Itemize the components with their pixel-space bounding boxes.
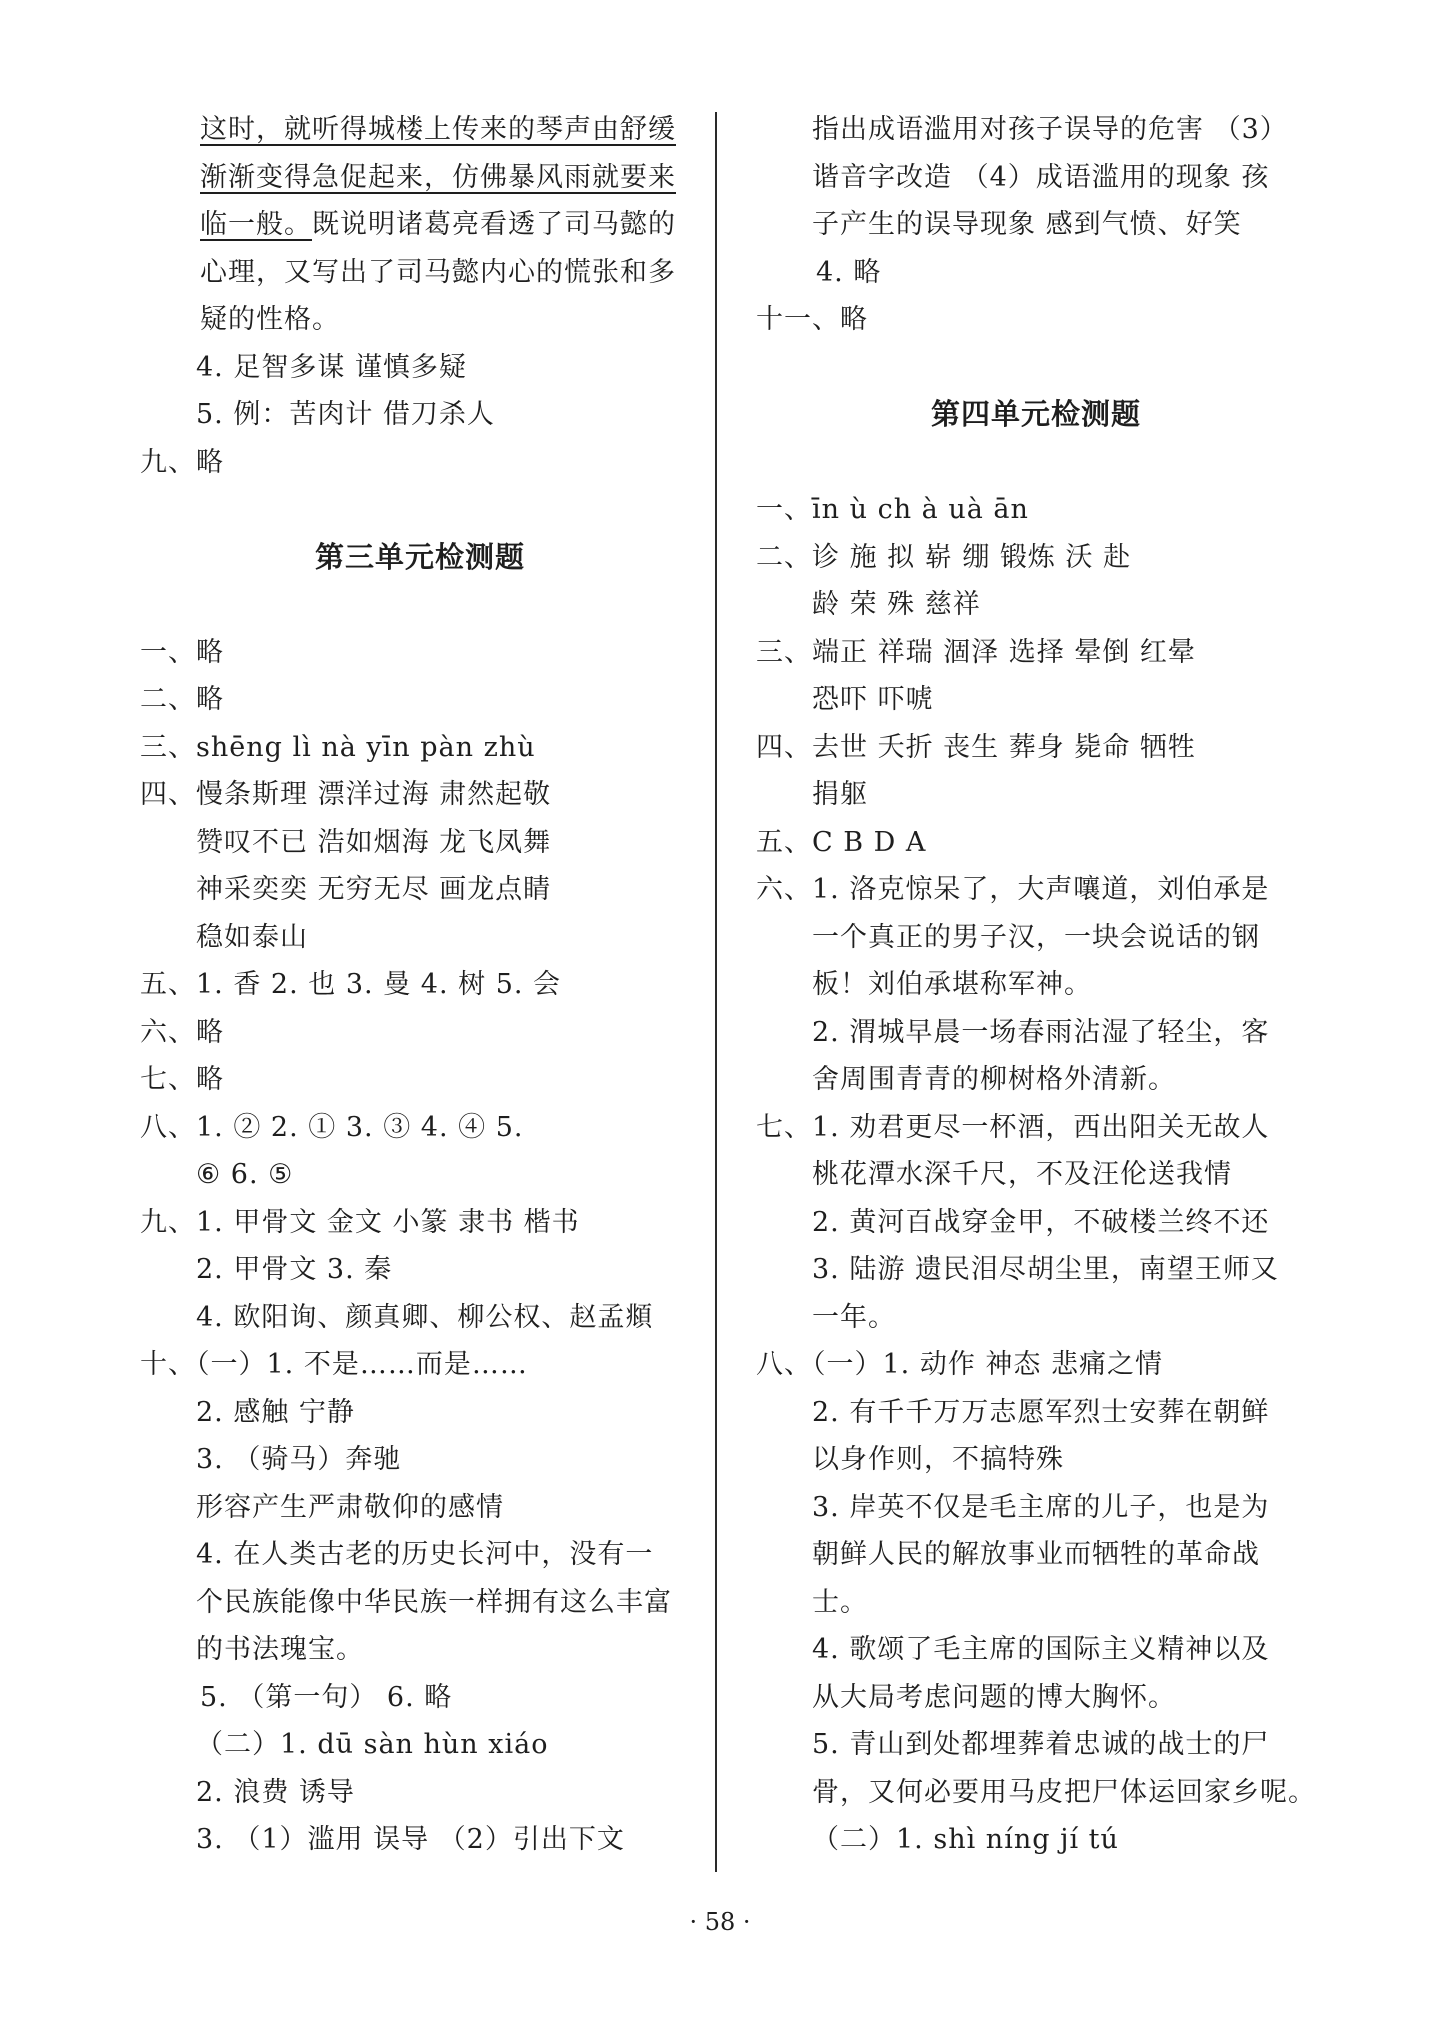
answer-text: 二、诊 施 拟 崭 绷 锻炼 沃 赴 [756,541,1132,573]
answer-line [140,866,700,914]
answer-text: 3. 岸英不仅是毛主席的儿子，也是为 [812,1491,1270,1523]
answer-line [756,961,1316,1009]
answer-text: 3. 陆游 遗民泪尽胡尘里，南望王师又 [812,1254,1279,1285]
answer-line [756,629,1316,677]
answer-line [140,629,700,677]
answer-text: 九、略 [140,446,224,478]
page-number: · 58 · [689,1908,751,1936]
answer-text: 的书法瑰宝。 [196,1634,364,1665]
answer-line [756,1721,1316,1769]
answer-line [140,676,700,724]
answer-text: 板！刘伯承堪称军神。 [812,969,1092,1000]
answer-line [140,1199,700,1247]
answer-text: 子产生的误导现象 感到气愤、好笑 [812,209,1242,240]
answer-line [756,486,1316,534]
answer-line [756,1056,1316,1104]
column-divider [715,112,717,1872]
answer-text: 4. 略 [816,256,882,288]
answer-text: 骨，又何必要用马皮把尸体运回家乡呢。 [812,1776,1316,1808]
blank-line [756,344,1316,392]
answer-text: 十一、略 [756,304,868,335]
answer-text: 心理，又写出了司马懿内心的慌张和多 [200,256,676,288]
answer-line [140,391,700,439]
answer-line [756,1151,1316,1199]
answer-line [140,1816,700,1864]
answer-text: 5. 青山到处都埋葬着忠诚的战士的尸 [812,1729,1270,1760]
answer-line [140,1009,700,1057]
answer-text: 既说明诸葛亮看透了司马懿的 [312,209,676,240]
answer-line [756,106,1316,154]
answer-text: 恐吓 吓唬 [812,684,934,715]
answer-line [756,1816,1316,1864]
answer-text: 一、īn ù ch à uà ān [756,494,1029,525]
answer-text: 一、略 [140,636,224,668]
answer-text: 桃花潭水深千尺，不及汪伦送我情 [812,1159,1232,1190]
answer-text: 疑的性格。 [200,304,340,335]
answer-text: 2. 渭城早晨一场春雨沾湿了轻尘，客 [812,1016,1270,1048]
answer-line [756,1389,1316,1437]
answer-text: 七、略 [140,1064,224,1095]
answer-line [756,1199,1316,1247]
answer-line [756,1104,1316,1152]
right-column [756,106,1316,1864]
answer-line [756,296,1316,344]
answer-text: 六、1. 洛克惊呆了，大声嚷道，刘伯承是 [756,874,1270,905]
answer-text: 以身作则，不搞特殊 [812,1444,1064,1475]
answer-line [140,1151,700,1199]
answer-text: 3. （骑马）奔驰 [196,1444,402,1475]
answer-text: 5. （第一句） 6. 略 [200,1681,453,1713]
answer-text: 八、（一）1. 动作 神态 悲痛之情 [756,1349,1164,1380]
answer-text: 八、1. ② 2. ① 3. ③ 4. ④ 5. [140,1111,524,1143]
left-column [140,106,700,1864]
answer-text: 三、shēng lì nà yīn pàn zhù [140,731,536,763]
answer-text: 七、1. 劝君更尽一杯酒，西出阳关无故人 [756,1111,1270,1143]
answer-text: 2. 黄河百战穿金甲，不破楼兰终不还 [812,1206,1270,1238]
answer-text: 4. 在人类古老的历史长河中，没有一 [196,1539,654,1570]
answer-line [756,1484,1316,1532]
answer-line [140,1341,700,1389]
answer-line [756,1674,1316,1722]
answer-text: 4. 足智多谋 谨慎多疑 [196,351,467,383]
answer-line [756,1246,1316,1294]
answer-line [756,724,1316,772]
answer-line [140,1436,700,1484]
answer-line [756,866,1316,914]
answer-line [140,1674,700,1722]
blank-line [756,439,1316,487]
section-heading [756,391,1316,439]
blank-line [140,581,700,629]
answer-text: （二）1. dū sàn hùn xiáo [196,1729,549,1760]
answer-text: 五、1. 香 2. 也 3. 曼 4. 树 5. 会 [140,969,562,1000]
answer-text: 龄 荣 殊 慈祥 [812,589,981,620]
answer-line [140,1769,700,1817]
answer-line [756,819,1316,867]
answer-text: 从大局考虑问题的博大胸怀。 [812,1681,1176,1713]
answer-line [140,1484,700,1532]
answer-line [140,1389,700,1437]
answer-line [140,771,700,819]
answer-text: 指出成语滥用对孩子误导的危害 （3） [812,114,1288,145]
answer-line [140,819,700,867]
answer-line [756,154,1316,202]
section-heading [140,534,700,582]
answer-text: 舍周围青青的柳树格外清新。 [812,1064,1176,1095]
answer-line [756,1294,1316,1342]
answer-line [756,201,1316,249]
answer-line [756,581,1316,629]
answer-text: 2. 有千千万万志愿军烈士安葬在朝鲜 [812,1396,1270,1428]
answer-text: 九、1. 甲骨文 金文 小篆 隶书 楷书 [140,1206,580,1238]
answer-line [140,1721,700,1769]
answer-line [140,439,700,487]
answer-line [756,1531,1316,1579]
answer-text: 渐渐变得急促起来，仿佛暴风雨就要来 [200,161,676,193]
answer-line [756,249,1316,297]
answer-line [756,1341,1316,1389]
answer-line [756,1769,1316,1817]
heading-text: 第三单元检测题 [314,539,525,574]
answer-line [140,914,700,962]
answer-line [140,344,700,392]
answer-text: 神采奕奕 无穷无尽 画龙点睛 [196,874,552,905]
answer-text: （二）1. shì níng jí tú [812,1824,1119,1855]
answer-text: 2. 浪费 诱导 [196,1776,355,1808]
answer-text: 2. 甲骨文 3. 秦 [196,1254,393,1285]
answer-line [140,961,700,1009]
answer-line [756,1436,1316,1484]
answer-line [140,1056,700,1104]
answer-text: 个民族能像中华民族一样拥有这么丰富 [196,1586,672,1618]
answer-text: ⑥ 6. ⑤ [196,1159,294,1190]
answer-line [140,1294,700,1342]
answer-line [140,1104,700,1152]
answer-line [756,1009,1316,1057]
answer-text: 3. （1）滥用 误导 （2）引出下文 [196,1824,625,1855]
answer-text: 4. 欧阳询、颜真卿、柳公权、赵孟頫 [196,1301,654,1333]
answer-line [140,154,700,202]
answer-text: 5. 例：苦肉计 借刀杀人 [196,399,495,430]
answer-line [756,1579,1316,1627]
answer-text: 十、（一）1. 不是……而是…… [140,1349,528,1380]
answer-text: 4. 歌颂了毛主席的国际主义精神以及 [812,1634,1270,1665]
answer-line [140,1626,700,1674]
answer-line [140,249,700,297]
answer-line [140,1531,700,1579]
answer-text: 临一般。 [200,209,312,240]
answer-text: 士。 [812,1586,868,1618]
answer-line [756,534,1316,582]
answer-line [140,1246,700,1294]
answer-line [756,676,1316,724]
answer-text: 捐躯 [812,779,868,810]
answer-text: 朝鲜人民的解放事业而牺牲的革命战 [812,1539,1260,1570]
answer-line [140,201,700,249]
heading-text: 第四单元检测题 [930,397,1141,431]
answer-text: 赞叹不已 浩如烟海 龙飞凤舞 [196,826,552,858]
answer-line [756,914,1316,962]
answer-text: 2. 感触 宁静 [196,1396,355,1428]
answer-text: 五、C B D A [756,826,927,858]
answer-text: 一个真正的男子汉，一块会说话的钢 [812,921,1260,953]
answer-line [140,106,700,154]
answer-line [140,724,700,772]
answer-text: 这时，就听得城楼上传来的琴声由舒缓 [200,114,676,145]
answer-text: 形容产生严肃敬仰的感情 [196,1491,504,1523]
answer-text: 三、端正 祥瑞 涸泽 选择 晕倒 红晕 [756,636,1196,668]
answer-text: 稳如泰山 [196,921,308,953]
answer-line [140,1579,700,1627]
answer-text: 二、略 [140,684,224,715]
answer-text: 六、略 [140,1016,224,1048]
answer-line [756,1626,1316,1674]
answer-text: 四、去世 夭折 丧生 葬身 毙命 牺牲 [756,731,1196,763]
answer-text: 一年。 [812,1301,896,1333]
answer-text: 谐音字改造 （4）成语滥用的现象 孩 [812,161,1270,193]
answer-text: 四、慢条斯理 漂洋过海 肃然起敬 [140,779,552,810]
answer-line [756,771,1316,819]
blank-line [140,486,700,534]
answer-line [140,296,700,344]
